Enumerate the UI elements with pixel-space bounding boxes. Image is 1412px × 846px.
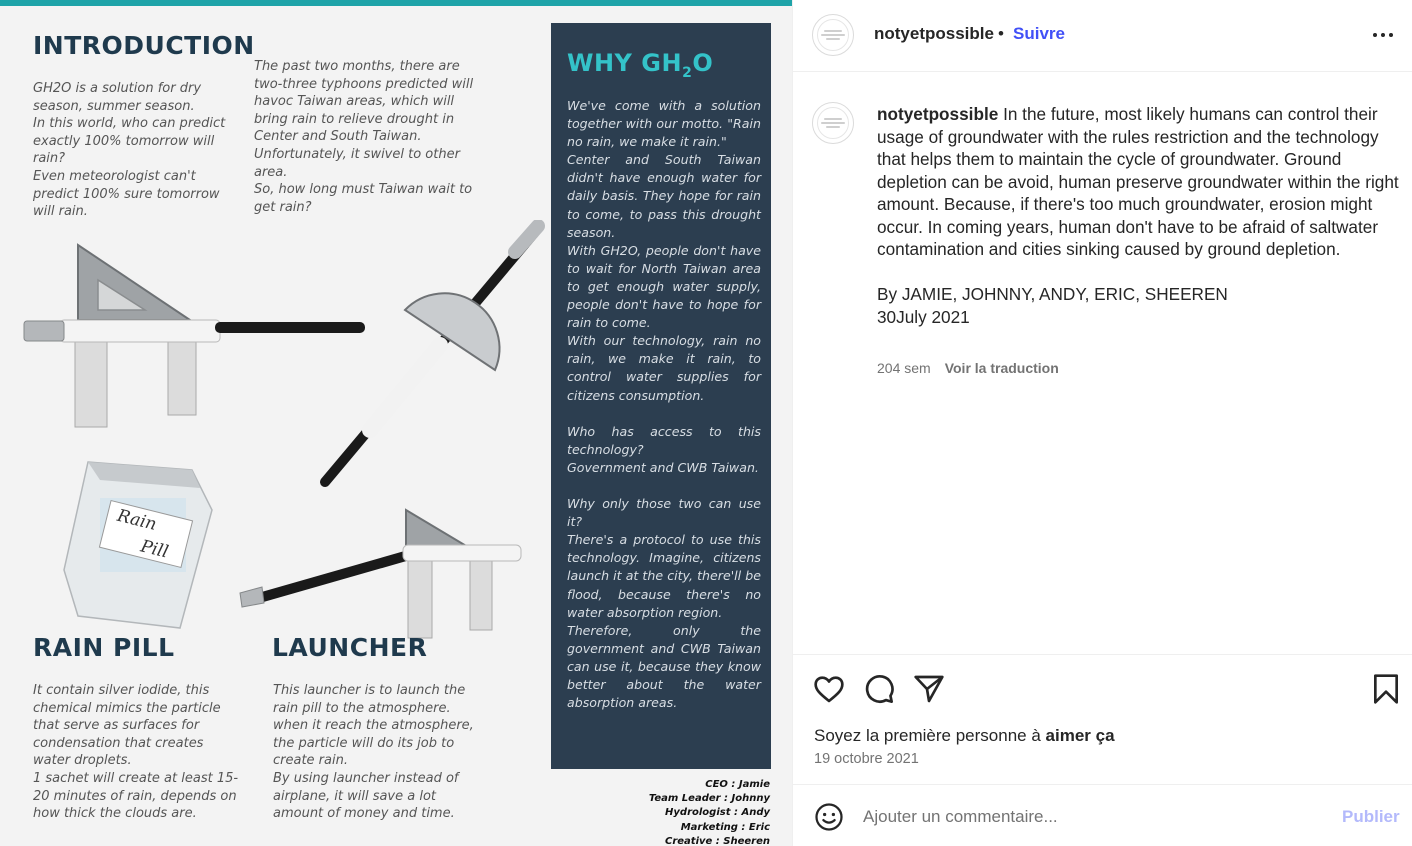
caption-text: In the future, most likely humans can control their usage of groundwater with the rules restriction and the technology that helps them to maintain the cycle of groundwater. Ground depletion can be avoid, human preserve groundwater within the right amount. Because, if there's too much groundwater, erosion might occur. In coming years, human don't have to be afraid of saltwater contamination and cities sinking caused by ground depletion. By JAMIE, JOHNNY, ANDY, ERIC, SHEEREN 30July 2021: [877, 104, 1399, 327]
rain-pill-photo: [60, 440, 220, 635]
why-gh2o-body: We've come with a solution together with our motto. "Rain no rain, we make it rain." Center and South Taiwan didn't have enough water for daily basis. They hope for rain to come, to pass this drought season. With GH2O, people don't have to wait for North Taiwan area to get enough water supply, people don't have to hope for rain to come. With our technology, rain no rain, we make it rain, to control water supplies for citizens consumption. Who has access to this technology? Government and CWB Taiwan. Why only those two can use it? There's a protocol to use this technology. Imagine, citizens launch it at the city, there'll be flood, because there's no water absorption region. Therefore, only the government and CWB Taiwan can use it, because they know better about the water absorption areas.: [567, 98, 761, 711]
poster-intro-col2: The past two months, there are two-three typhoons predicted will havoc Taiwan areas, which will bring rain to relieve drought in Center and South Taiwan. Unfortunately, it swivel to other area. So, how long must Taiwan wait to get rain?: [254, 59, 474, 215]
pill-label-line1: Rain: [115, 505, 159, 535]
poster-rain-pill-text: It contain silver iodide, this chemical mimics the particle that serve as surfaces for condensation that creates water droplets. 1 sachet will create at least 15- 20 minutes of rain, depends on how thick the clouds are.: [33, 683, 239, 822]
poster-accent-bar: [0, 0, 792, 6]
poster-intro-col1: GH2O is a solution for dry season, summer season. In this world, who can predict exactly 100% tomorrow will rain? Even meteorologist can't predict 100% sure tomorrow will rain.: [33, 81, 226, 220]
caption-username[interactable]: notyetpossible: [877, 104, 999, 124]
post-date: 19 octobre 2021: [814, 751, 919, 767]
credit-line: Team Leader : Johnny: [648, 793, 770, 805]
emoji-icon[interactable]: [814, 802, 844, 832]
like-prompt-action[interactable]: aimer ça: [1045, 726, 1115, 745]
poster-launcher-title: LAUNCHER: [272, 633, 428, 662]
post-age: 204 sem: [877, 360, 931, 376]
post-actions: [793, 654, 1412, 784]
comment-bar: [793, 784, 1412, 846]
credit-line: CEO : Jamie: [705, 779, 770, 790]
launcher-photo-2: [310, 220, 550, 495]
launcher-photo-3: [238, 505, 528, 645]
pill-label-line2: Pill: [138, 536, 171, 563]
see-translation-link[interactable]: Voir la traduction: [944, 360, 1059, 376]
avatar-logo-icon: [817, 19, 849, 51]
why-gh2o-panel: [551, 23, 771, 769]
like-prompt: Soyez la première personne à aimer ça: [814, 726, 1115, 745]
bookmark-icon[interactable]: [1370, 673, 1402, 705]
share-icon[interactable]: [913, 673, 945, 705]
caption-avatar[interactable]: [812, 102, 854, 144]
post-header: [793, 0, 1412, 72]
credit-line: Marketing : Eric: [680, 821, 770, 833]
post-caption: [877, 103, 1399, 328]
publish-button[interactable]: Publier: [1342, 807, 1400, 826]
follow-button[interactable]: Suivre: [1013, 24, 1065, 43]
poster-rain-pill-title: RAIN PILL: [33, 633, 175, 662]
credit-line: Creative : Sheeren: [665, 835, 770, 846]
poster-intro-title: INTRODUCTION: [33, 31, 255, 60]
caption-meta: [877, 360, 1059, 376]
header-separator: •: [998, 24, 1004, 43]
poster-launcher-text: This launcher is to launch the rain pill to the atmosphere. when it reach the atmosphere, the particle will do its job to create rain. By using launcher instead of airplane, it will save a lot amount of money and time.: [273, 683, 474, 822]
more-horizontal-icon[interactable]: [1371, 23, 1395, 47]
avatar[interactable]: [812, 14, 854, 56]
header-username[interactable]: notyetpossible: [874, 24, 994, 43]
avatar-logo-icon: [817, 107, 849, 139]
comment-icon[interactable]: [863, 673, 895, 705]
heart-icon[interactable]: [813, 673, 845, 705]
team-credits: [649, 778, 770, 846]
post-sidebar: [792, 0, 1412, 846]
credit-line: Hydrologist : Andy: [665, 807, 770, 819]
comment-input[interactable]: [863, 803, 1313, 831]
why-gh2o-title: WHY $GH_2O$: [567, 49, 714, 81]
